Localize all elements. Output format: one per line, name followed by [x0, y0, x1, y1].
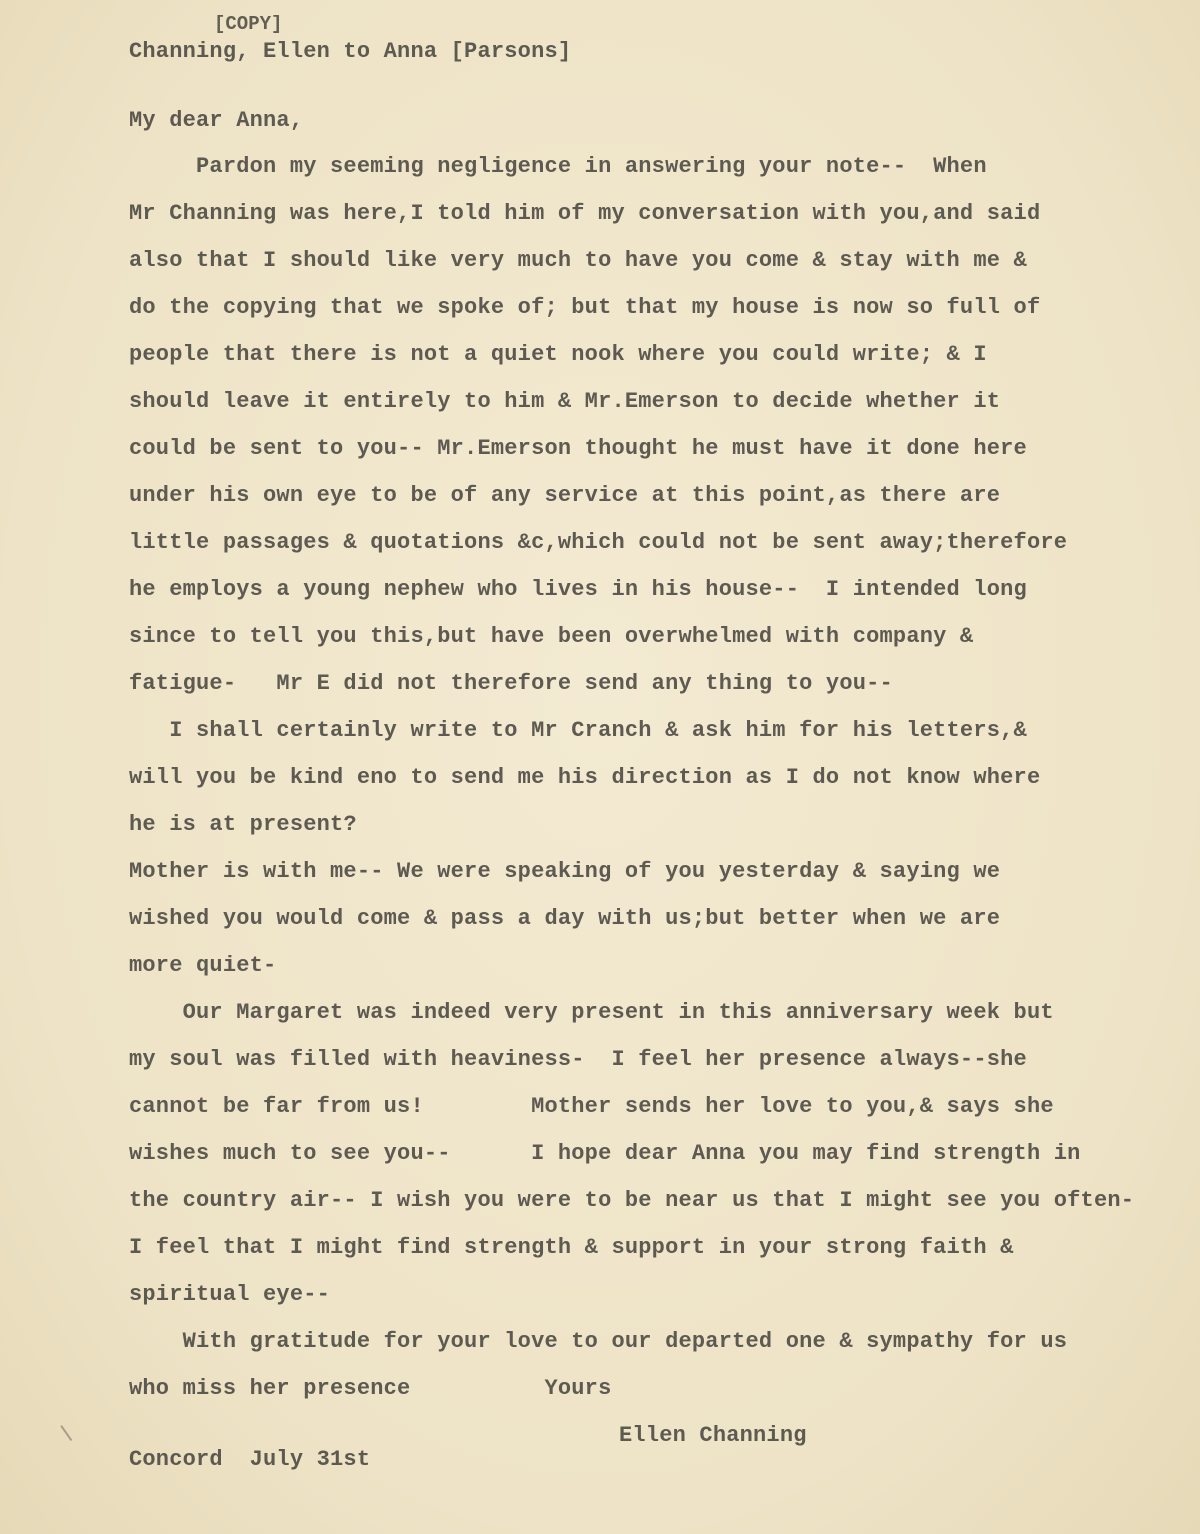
letter-heading: Channing, Ellen to Anna [Parsons]: [129, 39, 572, 64]
body-line: could be sent to you-- Mr.Emerson thought he must have it done here: [129, 436, 1027, 461]
body-line: wished you would come & pass a day with us;but better when we are: [129, 906, 1001, 931]
signature: Ellen Channing: [619, 1423, 807, 1448]
body-line: under his own eye to be of any service at this point,as there are: [129, 483, 1001, 508]
body-line: people that there is not a quiet nook where you could write; & I: [129, 342, 987, 367]
body-line: spiritual eye--: [129, 1282, 331, 1307]
body-line: Mother is with me-- We were speaking of you yesterday & saying we: [129, 859, 1001, 884]
salutation: My dear Anna,: [129, 108, 304, 133]
body-line: more quiet-: [129, 953, 277, 978]
body-line: fatigue- Mr E did not therefore send any thing to you--: [129, 671, 893, 696]
body-line: will you be kind eno to send me his direction as I do not know where: [129, 765, 1041, 790]
body-line: Our Margaret was indeed very present in this anniversary week but: [129, 1000, 1054, 1025]
place-date: Concord July 31st: [129, 1447, 371, 1472]
body-line: cannot be far from us! Mother sends her love to you,& says she: [129, 1094, 1054, 1119]
body-line: he is at present?: [129, 812, 357, 837]
body-line: since to tell you this,but have been overwhelmed with company &: [129, 624, 974, 649]
pencil-tick-mark: [60, 1417, 83, 1441]
body-line: With gratitude for your love to our departed one & sympathy for us: [129, 1329, 1068, 1354]
body-line: my soul was filled with heaviness- I feel her presence always--she: [129, 1047, 1027, 1072]
copy-mark: [COPY]: [214, 13, 283, 35]
body-line: who miss her presence Yours: [129, 1376, 612, 1401]
body-line: Mr Channing was here,I told him of my conversation with you,and said: [129, 201, 1041, 226]
body-line: little passages & quotations &c,which could not be sent away;therefore: [129, 530, 1068, 555]
body-line: also that I should like very much to have you come & stay with me &: [129, 248, 1027, 273]
body-line: I feel that I might find strength & support in your strong faith &: [129, 1235, 1014, 1260]
body-line: I shall certainly write to Mr Cranch & ask him for his letters,&: [129, 718, 1027, 743]
body-line: he employs a young nephew who lives in his house-- I intended long: [129, 577, 1027, 602]
body-line: wishes much to see you-- I hope dear Anna you may find strength in: [129, 1141, 1081, 1166]
body-line: do the copying that we spoke of; but that my house is now so full of: [129, 295, 1041, 320]
body-line: Pardon my seeming negligence in answering your note-- When: [129, 154, 987, 179]
body-line: should leave it entirely to him & Mr.Emerson to decide whether it: [129, 389, 1001, 414]
body-line: the country air-- I wish you were to be near us that I might see you often-: [129, 1188, 1135, 1213]
